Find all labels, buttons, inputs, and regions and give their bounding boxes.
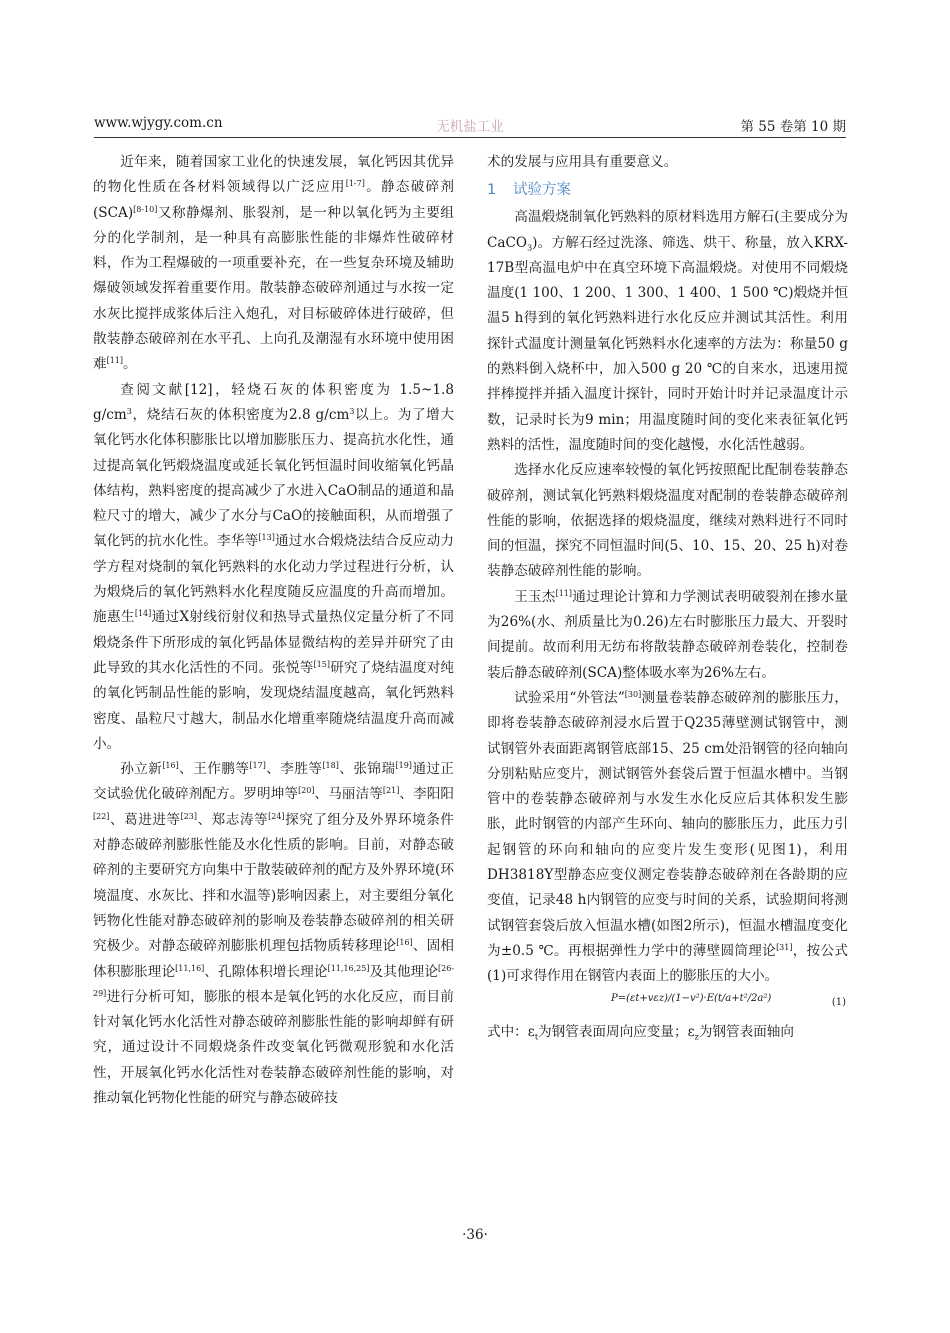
method-paragraph-1: 高温煅烧制氧化钙熟料的原材料选用方解石(主要成分为CaCO$_3$)。方解石经过洗涤、筛选、烘干、称量，放入KRX-17B型高温电炉中在真空环境下高温煅烧。对使用不同煅烧温度(1 100、1 200、1 300、1 400、1 500 ℃)煅烧并恒温5 h得到的氧化钙熟料进行水化反应并测试其活性。利用探针式温度计测量氧化钙熟料水化速率的方法为：称量50 g的熟料倒入烧杯中，加入500 g 20 ℃的自来水，迅速用搅拌棒搅拌并插入温度计探针，同时开始计时并记录温度计示数，记录时长为9 min；用温度随时间的变化来表征氧化钙熟料的活性，温度随时间的变化越慢，水化活性越弱。 [487, 209, 848, 453]
equation-expression: P=(εt+vεz)/(1−v²)·E(t/a+t²/2a²) [611, 992, 772, 1004]
section-number: 1 [487, 182, 497, 199]
intro-paragraph-2: 查阅文献[12]，轻烧石灰的体积密度为 1.5~1.8 $g/cm^3$，烧结石灰的体积密度为2.8 $g/cm^3$以上。为了增大氧化钙水化体积膨胀比以增加膨胀压力、提高抗水化性，通过提高氧化钙煅烧温度或延长氧化钙恒温时间收缩氧化钙晶体结构，熟料密度的提高减少了水进入CaO制品的通道和晶粒尺寸的增大，减少了水分与CaO的接触面积，从而增强了氧化钙的抗水化性。李华等[13]通过水合煅烧法结合反应动力学方程对烧制的氧化钙熟料的水化动力学过程进行分析，认为煅烧后的氧化钙熟料水化程度随反应温度的升高而增加。施惠生[14]通过X射线衍射仪和热导式量热仪定量分析了不同煅烧条件下所形成的氧化钙晶体显微结构的差异并研究了由此导致的其水化活性的不同。张悦等[15]研究了烧结温度对纯的氧化钙制品性能的影响，发现烧结温度越高，氧化钙熟料密度、晶粒尺寸越大，制品水化增重率随烧结温度升高而减小。 [93, 381, 455, 752]
equation-1 [487, 990, 848, 1020]
symbol-definitions: 式中：$\varepsilon_t$为钢管表面周向应变量；$\varepsilon_z$为钢管表面轴向 [487, 1023, 794, 1042]
section-heading [487, 175, 848, 205]
method-paragraph-2: 选择水化反应速率较慢的氧化钙按照配比配制卷装静态破碎剂，测试氧化钙熟料煅烧温度对配制的卷装静态破碎剂性能的影响，依据选择的煅烧温度，继续对熟料进行不同时间的恒温，探究不同恒温时间(5、10、15、20、25 h)对卷装静态破碎剂性能的影响。 [487, 462, 848, 580]
right-column [487, 150, 848, 1045]
header-rule [94, 137, 846, 138]
equation-number: (1) [831, 996, 846, 1008]
journal-website: www.wjygy.com.cn [94, 115, 223, 131]
method-paragraph-3: 王玉杰[11]通过理论计算和力学测试表明破裂剂在掺水量为26%(水、剂质量比为0.26)左右时膨胀压力最大、开裂时间提前。故而利用无纺布将散装静态破碎剂卷装化，控制卷装后静态破碎剂(SCA)整体吸水率为26%左右。 [487, 588, 849, 681]
continued-paragraph: 术的发展与应用具有重要意义。 [487, 154, 678, 170]
running-header [94, 115, 846, 137]
journal-name: 无机盐工业 [436, 119, 504, 135]
intro-paragraph-3: 孙立新[16]、王作鹏等[17]、李胜等[18]、张锦瑞[19]通过正交试验优化破碎剂配方。罗明坤等[20]、马丽洁等[21]、李阳阳[22]、葛进进等[23]、郑志涛等[24]探究了组分及外界环境条件对静态破碎剂膨胀性能及水化性质的影响。目前，对静态破碎剂的主要研究方向集中于散装破碎剂的配方及外界环境(环境温度、水灰比、拌和水温等)影响因素上，对主要组分氧化钙物化性能对静态破碎剂的影响及卷装静态破碎剂的相关研究极少。对静态破碎剂膨胀机理包括物质转移理论[16]、固相体积膨胀理论[11,16]、孔隙体积增长理论[11,16,25]及其他理论[26-29]进行分析可知，膨胀的根本是氧化钙的水化反应，而目前针对氧化钙水化活性对静态破碎剂膨胀性能的影响却鲜有研究，通过设计不同煅烧条件改变氧化钙微观形貌和水化活性，开展氧化钙水化活性对卷装静态破碎剂性能的影响，对推动氧化钙物化性能的研究与静态破碎技 [93, 761, 455, 1106]
method-paragraph-4: 试验采用“外管法”[30]测量卷装静态破碎剂的膨胀压力，即将卷装静态破碎剂浸水后置于Q235薄壁测试钢管中，测试钢管外表面距离钢管底部15、25 cm处沿钢管的径向轴向分别粘贴应变片，测试钢管外套袋后置于恒温水槽中。当钢管中的卷装静态破碎剂与水发生水化反应后其体积发生膨胀，此时钢管的内部产生环向、轴向的膨胀压力，此压力引起钢管的环向和轴向的应变片发生变形(见图1)，利用DH3818Y型静态应变仪测定卷装静态破碎剂在各龄期的应变值，记录48 h内钢管的应变与时间的关系，试验期间将测试钢管套袋后放入恒温水槽(如图2所示)，恒温水槽温度变化为±0.5 ℃。再根据弹性力学中的薄壁圆筒理论[31]，按公式(1)可求得作用在钢管内表面上的膨胀压的大小。 [487, 689, 849, 985]
volume-issue: 第 55 卷第 10 期 [740, 119, 846, 135]
intro-paragraph-1: 近年来，随着国家工业化的快速发展，氧化钙因其优异的物化性质在各材料领域得以广泛应用[1-7]。静态破碎剂(SCA)[8-10]又称静爆剂、胀裂剂，是一种以氧化钙为主要组分的化学制剂，是一种具有高膨胀性能的非爆炸性破碎材料，作为工程爆破的一项重要补充，在一些复杂环境及辅助爆破领域发挥着重要作用。散装静态破碎剂通过与水按一定水灰比搅拌成浆体后注入炮孔，对目标破碎体进行破碎，但散装静态破碎剂在水平孔、上向孔及潮湿有水环境中使用困难[11]。 [93, 154, 455, 373]
page-number: ·36· [462, 1227, 488, 1243]
section-title: 试验方案 [513, 182, 571, 199]
left-column [93, 150, 454, 1111]
